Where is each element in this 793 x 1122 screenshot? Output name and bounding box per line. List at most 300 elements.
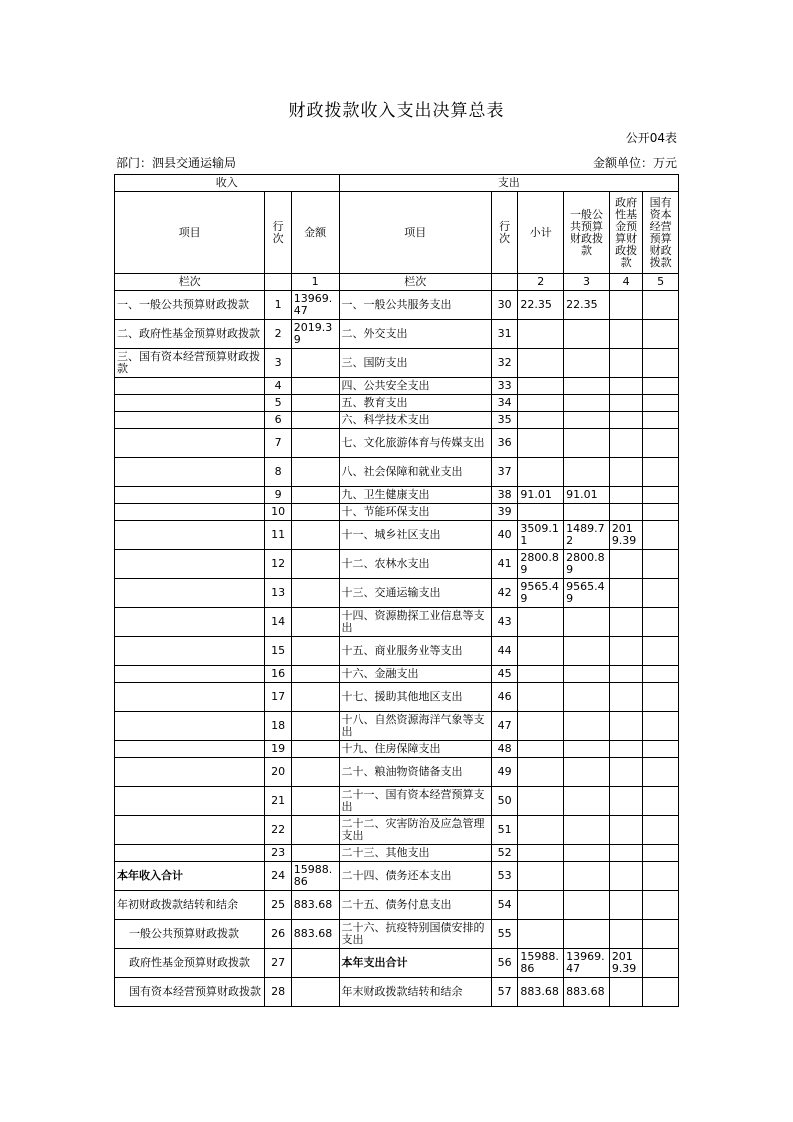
income-amount-cell (291, 504, 339, 521)
expense-row-no-cell: 41 (491, 550, 517, 579)
expense-item-cell: 四、公共安全支出 (339, 378, 491, 395)
state-capital-cell (643, 349, 679, 378)
state-capital-cell (643, 637, 679, 666)
income-row-no-cell: 18 (265, 712, 291, 741)
table-row (115, 412, 679, 429)
expense-row-no-cell: 31 (491, 320, 517, 349)
gov-fund-cell (609, 920, 643, 949)
column-index-5: 5 (643, 274, 679, 291)
gov-fund-cell: 2019.39 (609, 949, 643, 978)
income-amount-cell (291, 349, 339, 378)
state-capital-cell (643, 395, 679, 412)
table-row (115, 862, 679, 891)
table-row (115, 845, 679, 862)
state-capital-cell (643, 787, 679, 816)
subtotal-cell (518, 920, 564, 949)
expense-item-cell: 年末财政拨款结转和结余 (339, 978, 491, 1007)
table-row (115, 550, 679, 579)
gov-fund-cell (609, 378, 643, 395)
state-capital-cell (643, 758, 679, 787)
state-capital-cell (643, 579, 679, 608)
income-amount-cell (291, 378, 339, 395)
state-capital-header: 国有资本经营预算财政拨款 (643, 192, 679, 274)
gov-fund-cell (609, 816, 643, 845)
subtotal-cell (518, 608, 564, 637)
subtotal-cell (518, 816, 564, 845)
expense-row-no-cell: 46 (491, 683, 517, 712)
expense-item-header: 项目 (339, 192, 491, 274)
expense-item-cell: 二十四、债务还本支出 (339, 862, 491, 891)
income-row-no-cell: 6 (265, 412, 291, 429)
income-item-cell (115, 845, 265, 862)
subtotal-cell (518, 862, 564, 891)
income-amount-cell (291, 412, 339, 429)
income-row-no-cell: 4 (265, 378, 291, 395)
table-row (115, 349, 679, 378)
income-item-cell (115, 395, 265, 412)
expense-item-cell: 本年支出合计 (339, 949, 491, 978)
income-item-cell (115, 550, 265, 579)
gov-fund-cell (609, 349, 643, 378)
column-index-4: 4 (609, 274, 643, 291)
income-row-no-cell: 16 (265, 666, 291, 683)
column-index-blank (491, 274, 517, 291)
income-row-no-cell: 1 (265, 291, 291, 320)
table-row (115, 712, 679, 741)
general-budget-cell (564, 920, 610, 949)
subtotal-cell (518, 412, 564, 429)
gov-fund-cell (609, 608, 643, 637)
state-capital-cell (643, 608, 679, 637)
state-capital-cell (643, 378, 679, 395)
table-row (115, 637, 679, 666)
income-item-cell (115, 666, 265, 683)
expense-row-no-cell: 40 (491, 521, 517, 550)
general-budget-cell (564, 845, 610, 862)
gov-fund-cell (609, 550, 643, 579)
income-item-cell (115, 816, 265, 845)
table-row (115, 891, 679, 920)
department-label: 部门：泗县交通运输局 (116, 156, 237, 170)
table-row (115, 683, 679, 712)
income-item-cell: 三、国有资本经营预算财政拨款 (115, 349, 265, 378)
expense-item-cell: 十、节能环保支出 (339, 504, 491, 521)
income-row-no-cell: 26 (265, 920, 291, 949)
expense-item-cell: 二十二、灾害防治及应急管理支出 (339, 816, 491, 845)
state-capital-cell (643, 504, 679, 521)
income-row-no-cell: 19 (265, 741, 291, 758)
page-title: 财政拨款收入支出决算总表 (288, 101, 505, 121)
income-amount-cell (291, 458, 339, 487)
gov-fund-cell (609, 787, 643, 816)
column-index-3: 3 (564, 274, 610, 291)
income-amount-cell (291, 429, 339, 458)
expense-item-cell: 二十、粮油物资储备支出 (339, 758, 491, 787)
table-row (115, 741, 679, 758)
income-item-cell (115, 521, 265, 550)
income-row-no-cell: 27 (265, 949, 291, 978)
income-amount-cell (291, 521, 339, 550)
income-item-cell: 一、一般公共预算财政拨款 (115, 291, 265, 320)
income-row-no-cell: 13 (265, 579, 291, 608)
table-row (115, 521, 679, 550)
table-row (115, 920, 679, 949)
general-budget-cell (564, 683, 610, 712)
general-budget-cell (564, 891, 610, 920)
state-capital-cell (643, 521, 679, 550)
income-row-no-cell: 15 (265, 637, 291, 666)
general-budget-cell (564, 758, 610, 787)
subtotal-cell (518, 395, 564, 412)
state-capital-cell (643, 683, 679, 712)
gov-fund-cell (609, 891, 643, 920)
income-row-no-cell: 11 (265, 521, 291, 550)
gov-fund-cell (609, 758, 643, 787)
table-row (115, 458, 679, 487)
gov-fund-cell (609, 683, 643, 712)
state-capital-cell (643, 291, 679, 320)
income-group-header: 收入 (115, 175, 340, 192)
income-row-no-cell: 22 (265, 816, 291, 845)
gov-fund-header: 政府性基金预算财政拨款 (609, 192, 643, 274)
income-item-cell (115, 608, 265, 637)
expense-item-cell: 二十一、国有资本经营预算支出 (339, 787, 491, 816)
general-budget-cell: 883.68 (564, 978, 610, 1007)
subtotal-cell: 22.35 (518, 291, 564, 320)
income-item-cell: 年初财政拨款结转和结余 (115, 891, 265, 920)
gov-fund-cell (609, 666, 643, 683)
state-capital-cell (643, 862, 679, 891)
income-item-cell: 一般公共预算财政拨款 (115, 920, 265, 949)
general-budget-cell (564, 458, 610, 487)
expense-item-cell: 十九、住房保障支出 (339, 741, 491, 758)
state-capital-cell (643, 412, 679, 429)
income-item-cell: 政府性基金预算财政拨款 (115, 949, 265, 978)
expense-group-header: 支出 (339, 175, 678, 192)
table-row (115, 291, 679, 320)
general-budget-cell (564, 637, 610, 666)
income-row-no-cell: 24 (265, 862, 291, 891)
income-item-cell: 本年收入合计 (115, 862, 265, 891)
expense-row-no-cell: 53 (491, 862, 517, 891)
income-amount-cell (291, 683, 339, 712)
table-row (115, 608, 679, 637)
form-number: 公开04表 (625, 131, 677, 145)
subtotal-cell (518, 683, 564, 712)
gov-fund-cell (609, 845, 643, 862)
general-budget-cell: 22.35 (564, 291, 610, 320)
income-row-no-cell: 12 (265, 550, 291, 579)
general-budget-cell (564, 395, 610, 412)
income-item-cell (115, 683, 265, 712)
expense-item-cell: 十二、农林水支出 (339, 550, 491, 579)
income-amount-cell (291, 741, 339, 758)
table-row (115, 949, 679, 978)
subtotal-cell: 883.68 (518, 978, 564, 1007)
gov-fund-cell (609, 978, 643, 1007)
state-capital-cell (643, 978, 679, 1007)
subtotal-cell (518, 666, 564, 683)
income-row-no-cell: 9 (265, 487, 291, 504)
unit-label: 金额单位：万元 (592, 156, 677, 170)
table-row (115, 579, 679, 608)
subtotal-cell (518, 349, 564, 378)
general-budget-cell (564, 378, 610, 395)
table-row (115, 429, 679, 458)
general-budget-cell: 9565.49 (564, 579, 610, 608)
expense-row-no-cell: 57 (491, 978, 517, 1007)
expense-item-cell: 十八、自然资源海洋气象等支出 (339, 712, 491, 741)
expense-item-cell: 二、外交支出 (339, 320, 491, 349)
expense-row-no-cell: 47 (491, 712, 517, 741)
income-item-cell (115, 378, 265, 395)
state-capital-cell (643, 891, 679, 920)
expense-item-cell: 七、文化旅游体育与传媒支出 (339, 429, 491, 458)
state-capital-cell (643, 816, 679, 845)
expense-row-no-cell: 37 (491, 458, 517, 487)
expense-row-no-cell: 55 (491, 920, 517, 949)
income-row-no-cell: 3 (265, 349, 291, 378)
expense-item-cell: 三、国防支出 (339, 349, 491, 378)
general-budget-cell (564, 349, 610, 378)
income-amount-cell (291, 949, 339, 978)
expense-row-no-cell: 52 (491, 845, 517, 862)
column-index-blank (265, 274, 291, 291)
expense-row-no-cell: 30 (491, 291, 517, 320)
table-row (115, 320, 679, 349)
gov-fund-cell: 2019.39 (609, 521, 643, 550)
subtotal-cell (518, 378, 564, 395)
general-budget-cell (564, 712, 610, 741)
income-item-cell (115, 637, 265, 666)
state-capital-cell (643, 712, 679, 741)
gov-fund-cell (609, 637, 643, 666)
subtotal-cell: 91.01 (518, 487, 564, 504)
income-item-header: 项目 (115, 192, 265, 274)
state-capital-cell (643, 487, 679, 504)
income-item-cell (115, 787, 265, 816)
income-row-no-cell: 5 (265, 395, 291, 412)
subtotal-cell (518, 429, 564, 458)
income-item-cell (115, 458, 265, 487)
subtotal-cell: 9565.49 (518, 579, 564, 608)
income-row-no-cell: 14 (265, 608, 291, 637)
general-budget-cell (564, 741, 610, 758)
income-row-no-cell: 23 (265, 845, 291, 862)
expense-row-no-cell: 50 (491, 787, 517, 816)
expense-item-cell: 九、卫生健康支出 (339, 487, 491, 504)
gov-fund-cell (609, 412, 643, 429)
gov-fund-cell (609, 395, 643, 412)
gov-fund-cell (609, 579, 643, 608)
income-row-no-cell: 7 (265, 429, 291, 458)
expense-row-no-cell: 36 (491, 429, 517, 458)
general-budget-cell (564, 666, 610, 683)
expense-item-cell: 五、教育支出 (339, 395, 491, 412)
income-amount-cell (291, 395, 339, 412)
general-budget-cell (564, 504, 610, 521)
general-budget-cell (564, 429, 610, 458)
fiscal-summary-table (114, 174, 679, 1007)
table-row (115, 395, 679, 412)
income-row-no-header: 行次 (265, 192, 291, 274)
subtotal-cell (518, 891, 564, 920)
expense-row-no-cell: 33 (491, 378, 517, 395)
expense-item-cell: 二十三、其他支出 (339, 845, 491, 862)
income-amount-cell (291, 978, 339, 1007)
subtotal-cell (518, 320, 564, 349)
expense-row-no-cell: 34 (491, 395, 517, 412)
subtotal-cell: 3509.11 (518, 521, 564, 550)
subtotal-cell (518, 712, 564, 741)
gov-fund-cell (609, 291, 643, 320)
general-budget-cell: 1489.72 (564, 521, 610, 550)
column-index-1: 1 (291, 274, 339, 291)
income-row-no-cell: 20 (265, 758, 291, 787)
expense-row-no-cell: 38 (491, 487, 517, 504)
expense-item-cell: 八、社会保障和就业支出 (339, 458, 491, 487)
income-item-cell (115, 412, 265, 429)
income-item-cell (115, 487, 265, 504)
general-budget-cell (564, 862, 610, 891)
gov-fund-cell (609, 320, 643, 349)
income-amount-cell (291, 550, 339, 579)
table-row (115, 816, 679, 845)
income-amount-cell (291, 712, 339, 741)
table-row (115, 378, 679, 395)
income-amount-cell (291, 816, 339, 845)
state-capital-cell (643, 320, 679, 349)
expense-row-no-header: 行次 (491, 192, 517, 274)
gov-fund-cell (609, 458, 643, 487)
income-amount-cell (291, 579, 339, 608)
income-item-cell (115, 504, 265, 521)
income-item-cell (115, 579, 265, 608)
income-amount-header: 金额 (291, 192, 339, 274)
income-item-cell (115, 741, 265, 758)
state-capital-cell (643, 845, 679, 862)
general-budget-header: 一般公共预算财政拨款 (564, 192, 610, 274)
general-budget-cell: 2800.89 (564, 550, 610, 579)
subtotal-cell: 15988.86 (518, 949, 564, 978)
column-index-label-expense: 栏次 (339, 274, 491, 291)
income-amount-cell: 2019.39 (291, 320, 339, 349)
table-row (115, 787, 679, 816)
general-budget-cell: 91.01 (564, 487, 610, 504)
state-capital-cell (643, 666, 679, 683)
subtotal-cell (518, 845, 564, 862)
income-row-no-cell: 28 (265, 978, 291, 1007)
income-item-cell (115, 429, 265, 458)
expense-item-cell: 十一、城乡社区支出 (339, 521, 491, 550)
expense-row-no-cell: 45 (491, 666, 517, 683)
gov-fund-cell (609, 487, 643, 504)
gov-fund-cell (609, 712, 643, 741)
table-row (115, 978, 679, 1007)
expense-item-cell: 十五、商业服务业等支出 (339, 637, 491, 666)
expense-row-no-cell: 44 (491, 637, 517, 666)
expense-row-no-cell: 56 (491, 949, 517, 978)
expense-row-no-cell: 39 (491, 504, 517, 521)
income-item-cell: 国有资本经营预算财政拨款 (115, 978, 265, 1007)
income-item-cell: 二、政府性基金预算财政拨款 (115, 320, 265, 349)
state-capital-cell (643, 949, 679, 978)
table-row (115, 758, 679, 787)
income-amount-cell (291, 487, 339, 504)
income-amount-cell: 15988.86 (291, 862, 339, 891)
subtotal-cell (518, 741, 564, 758)
income-item-cell (115, 758, 265, 787)
income-amount-cell (291, 666, 339, 683)
income-amount-cell (291, 787, 339, 816)
table-row (115, 666, 679, 683)
expense-item-cell: 十七、援助其他地区支出 (339, 683, 491, 712)
expense-row-no-cell: 32 (491, 349, 517, 378)
general-budget-cell (564, 608, 610, 637)
gov-fund-cell (609, 504, 643, 521)
income-row-no-cell: 8 (265, 458, 291, 487)
general-budget-cell: 13969.47 (564, 949, 610, 978)
income-amount-cell (291, 608, 339, 637)
column-index-2: 2 (518, 274, 564, 291)
expense-item-cell: 六、科学技术支出 (339, 412, 491, 429)
subtotal-cell: 2800.89 (518, 550, 564, 579)
income-amount-cell: 13969.47 (291, 291, 339, 320)
subtotal-cell (518, 504, 564, 521)
expense-row-no-cell: 42 (491, 579, 517, 608)
subtotal-cell (518, 458, 564, 487)
gov-fund-cell (609, 862, 643, 891)
gov-fund-cell (609, 429, 643, 458)
expense-item-cell: 十三、交通运输支出 (339, 579, 491, 608)
income-amount-cell (291, 637, 339, 666)
expense-row-no-cell: 48 (491, 741, 517, 758)
expense-item-cell: 二十五、债务付息支出 (339, 891, 491, 920)
table-row (115, 487, 679, 504)
income-amount-cell: 883.68 (291, 920, 339, 949)
state-capital-cell (643, 920, 679, 949)
income-row-no-cell: 21 (265, 787, 291, 816)
general-budget-cell (564, 816, 610, 845)
subtotal-header: 小计 (518, 192, 564, 274)
expense-item-cell: 十四、资源勘探工业信息等支出 (339, 608, 491, 637)
income-amount-cell (291, 758, 339, 787)
expense-row-no-cell: 54 (491, 891, 517, 920)
expense-item-cell: 一、一般公共服务支出 (339, 291, 491, 320)
expense-row-no-cell: 35 (491, 412, 517, 429)
expense-row-no-cell: 43 (491, 608, 517, 637)
subtotal-cell (518, 787, 564, 816)
state-capital-cell (643, 458, 679, 487)
general-budget-cell (564, 787, 610, 816)
subtotal-cell (518, 758, 564, 787)
general-budget-cell (564, 320, 610, 349)
state-capital-cell (643, 429, 679, 458)
expense-item-cell: 十六、金融支出 (339, 666, 491, 683)
expense-row-no-cell: 49 (491, 758, 517, 787)
state-capital-cell (643, 550, 679, 579)
state-capital-cell (643, 741, 679, 758)
table-row (115, 504, 679, 521)
income-item-cell (115, 712, 265, 741)
income-amount-cell: 883.68 (291, 891, 339, 920)
income-row-no-cell: 17 (265, 683, 291, 712)
expense-item-cell: 二十六、抗疫特别国债安排的支出 (339, 920, 491, 949)
column-index-label: 栏次 (115, 274, 265, 291)
income-row-no-cell: 2 (265, 320, 291, 349)
income-amount-cell (291, 845, 339, 862)
general-budget-cell (564, 412, 610, 429)
